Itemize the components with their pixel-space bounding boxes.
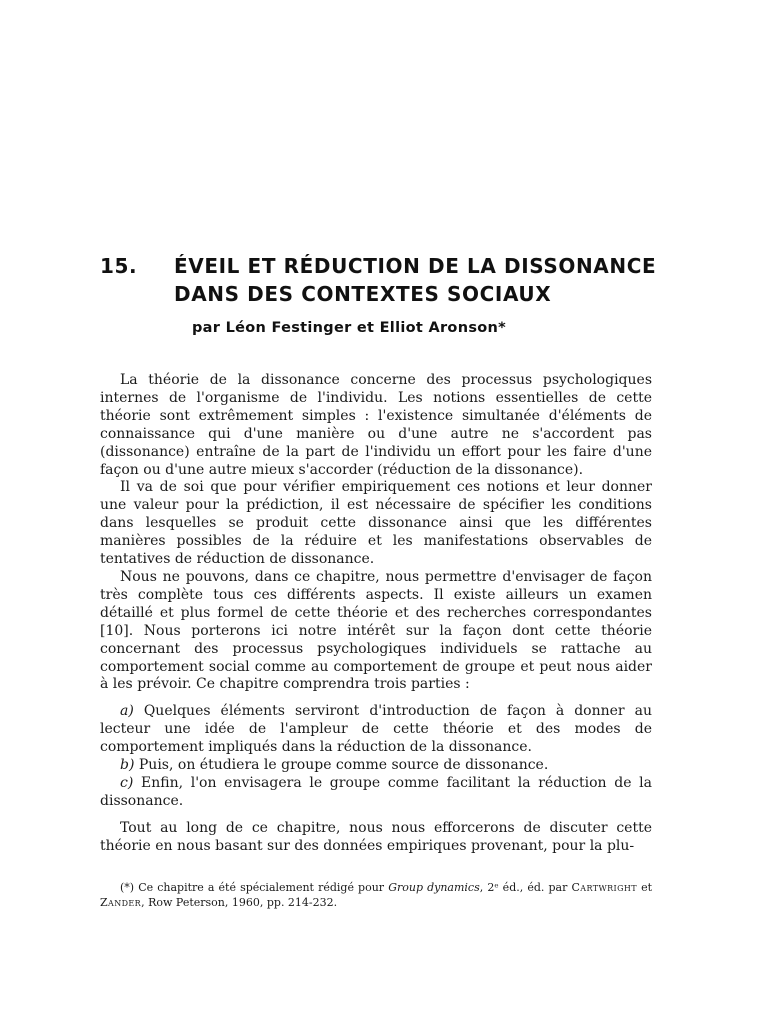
- footnote-marker: (*): [120, 881, 135, 894]
- footnote-editor: Cartwright: [571, 881, 637, 894]
- chapter-title-line-2: DANS DES CONTEXTES SOCIAUX: [174, 282, 552, 306]
- paragraph: Nous ne pouvons, dans ce chapitre, nous permettre d'envisager de façon très complète tous ces différents aspects. Il existe ailleurs un examen détaillé et plus formel de cette théorie et des recherches correspondantes [10]. Nous porterons ici notre intérêt sur la façon dont cette théorie concernant des processus psychologiques individuels se rattache au comportement social comme au comportement de groupe et peut nous aider à les prévoir. Ce chapitre comprendra trois parties :: [100, 568, 652, 693]
- list-item: [100, 703, 652, 757]
- author-byline: par Léon Festinger et Elliot Aronson*: [192, 320, 507, 336]
- footnote-text: Ce chapitre a été spécialement rédigé pour: [138, 881, 385, 894]
- footnote: [100, 880, 652, 910]
- footnote-book-title: Group dynamics: [388, 881, 480, 894]
- list-marker: a): [120, 703, 134, 720]
- body-text: [100, 372, 652, 856]
- footnote-text: et: [641, 881, 653, 894]
- list-marker: b): [120, 757, 135, 774]
- list-item: [100, 775, 652, 811]
- paragraph: La théorie de la dissonance concerne des processus psychologiques internes de l'organisme de l'individu. Les notions essentielles de cette théorie sont extrêmement simples : l'existence simultanée d'éléments de connaissance qui d'une manière ou d'une autre ne s'accordent pas (dissonance) entraîne de la part de l'individu un effort pour les faire d'une façon ou d'une autre mieux s'accorder (réduction de la dissonance).: [100, 372, 652, 478]
- footnote-text: , Row Peterson, 1960, pp. 214-232.: [141, 896, 338, 909]
- chapter-heading: [100, 252, 660, 308]
- list-marker: c): [120, 774, 134, 791]
- paragraph: Il va de soi que pour vérifier empiriquement ces notions et leur donner une valeur pour la prédiction, il est nécessaire de spécifier les conditions dans lesquelles se produit cette dissonance ainsi que les différentes manières possibles de la réduire et les manifestations observables de tentatives de réduction de dissonance.: [100, 479, 652, 568]
- footnote-text: , 2ᵉ éd., éd. par: [479, 881, 568, 894]
- list-item: [100, 757, 652, 775]
- list-item-text: Enfin, l'on envisagera le groupe comme facilitant la réduction de la dissonance.: [100, 774, 652, 809]
- chapter-title-line-1: ÉVEIL ET RÉDUCTION DE LA DISSONANCE: [174, 254, 657, 278]
- footnote-editor: Zander: [100, 896, 142, 909]
- paragraph: Tout au long de ce chapitre, nous nous efforcerons de discuter cette théorie en nous basant sur des données empiriques provenant, pour la plu-: [100, 819, 652, 854]
- list-item-text: Quelques éléments serviront d'introduction de façon à donner au lecteur une idée de l'ampleur de cette théorie et des modes de comportement impliqués dans la réduction de la dissonance.: [100, 703, 652, 756]
- chapter-number: 15.: [100, 254, 138, 278]
- list-item-text: Puis, on étudiera le groupe comme source de dissonance.: [138, 757, 549, 774]
